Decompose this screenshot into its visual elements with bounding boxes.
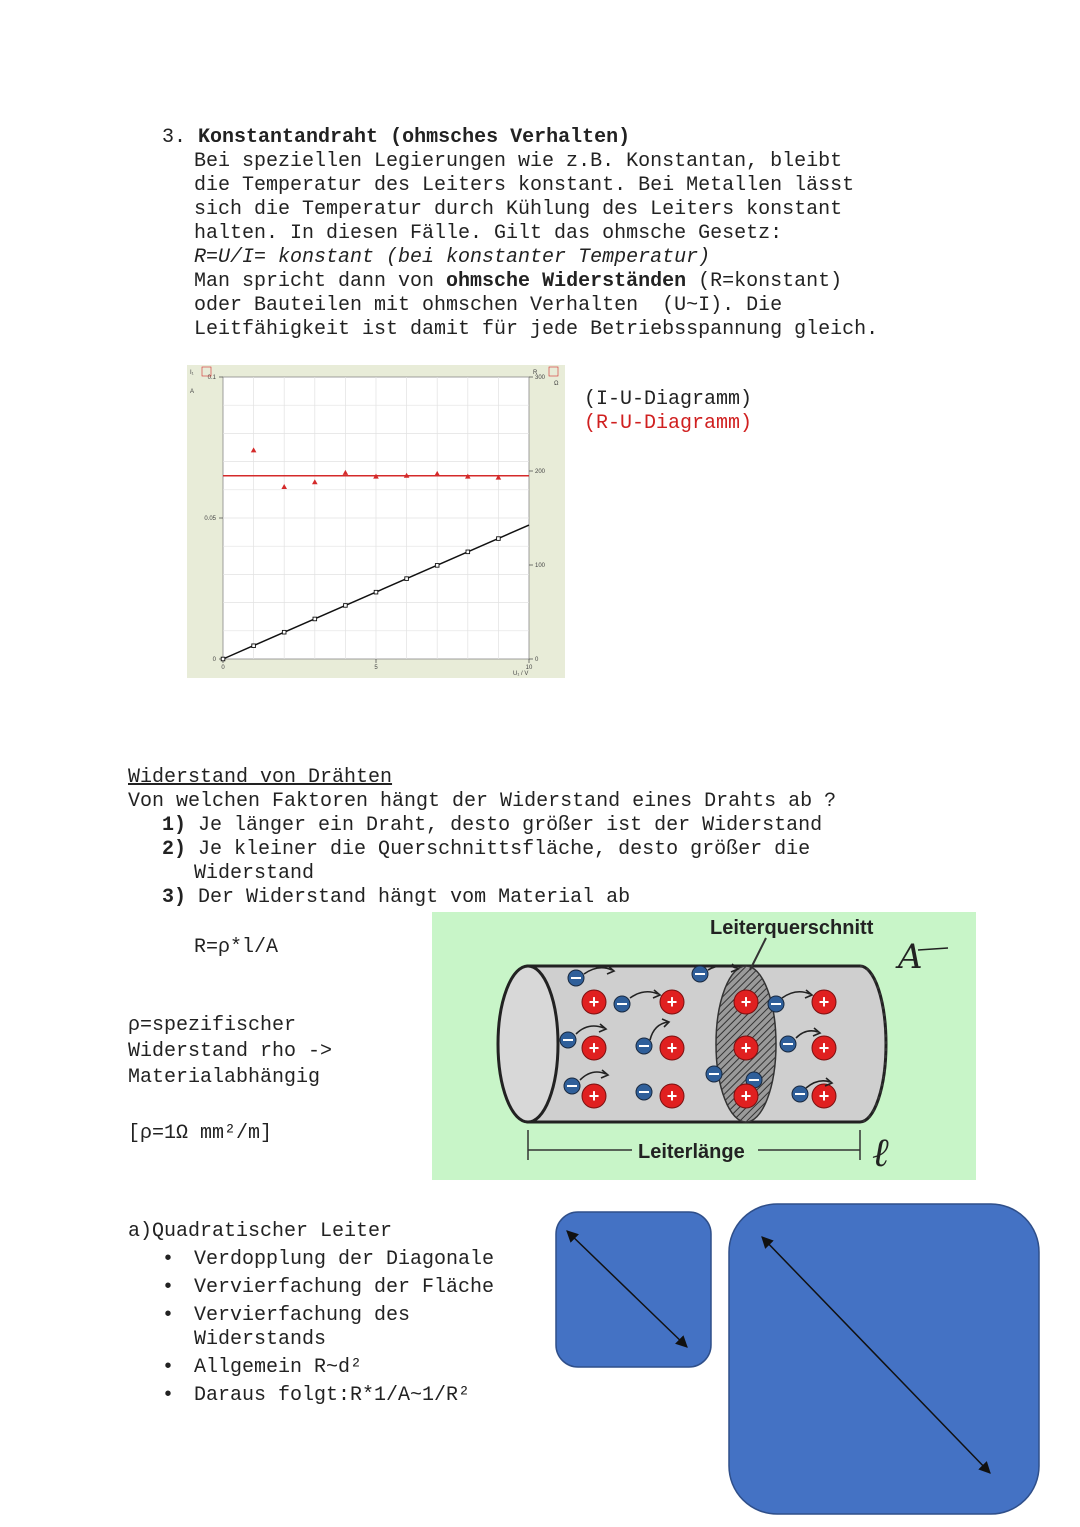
length-label: Leiterlänge: [638, 1141, 745, 1163]
left-axis-tick-label: 0: [212, 657, 216, 663]
bullet-text: Allgemein R~d²: [194, 1356, 363, 1379]
text-span: Man spricht dann von: [194, 270, 447, 293]
cross-section-label: Leiterquerschnitt: [710, 917, 874, 939]
right-axis-tick-label: 300: [535, 375, 546, 381]
list-item: [162, 838, 810, 862]
bullet-dot: •: [162, 1304, 175, 1327]
right-axis-tick-label: 100: [535, 563, 546, 569]
text-line: sich die Temperatur durch Kühlung des Leiters konstant: [194, 198, 843, 221]
bullet-item: [162, 1356, 363, 1380]
square-shape: [556, 1212, 711, 1367]
large-square: [728, 1203, 1041, 1516]
text-line: ρ=spezifischer: [128, 1014, 297, 1037]
left-axis-tick-label: 0.05: [204, 516, 216, 522]
text-line: Materialabhängig: [128, 1066, 321, 1089]
bullet-dot: •: [162, 1276, 175, 1299]
text-line: [194, 270, 842, 294]
rho-description: [128, 1014, 388, 1094]
list-number: 3): [162, 886, 187, 909]
data-point-square: [344, 604, 348, 608]
data-point-square: [221, 657, 225, 661]
text-line: Widerstand rho ->: [128, 1040, 333, 1063]
text-line: Leitfähigkeit ist damit für jede Betriebsspannung gleich.: [194, 318, 879, 341]
small-square: [555, 1211, 712, 1368]
section-3: [162, 126, 962, 346]
text-line: oder Bauteilen mit ohmschen Verhalten (U~I). Die: [194, 294, 783, 317]
x-axis-tick-label: 0: [221, 665, 225, 671]
plus-sign: +: [588, 1086, 600, 1106]
plus-sign: +: [588, 1038, 600, 1058]
list-text: Je kleiner die Querschnittsfläche, desto größer die: [198, 838, 811, 861]
data-point-square: [252, 644, 256, 648]
ohm-formula: R=U/I= konstant (bei konstanter Temperatur): [194, 246, 711, 269]
plus-sign: +: [740, 992, 752, 1012]
square-heading: a)Quadratischer Leiter: [128, 1220, 393, 1243]
chart-legend: [584, 388, 784, 438]
text-span: (R=konstant): [686, 270, 843, 293]
plus-sign: +: [666, 1086, 678, 1106]
ohmic-resistors-term: ohmsche Widerständen: [446, 270, 687, 293]
data-point-square: [405, 577, 409, 581]
bullet-text-cont: Widerstands: [194, 1328, 327, 1351]
data-point-square: [282, 630, 286, 634]
bullet-text: Daraus folgt:R*1/A~1/R²: [194, 1384, 471, 1407]
section-number: 3.: [162, 126, 187, 149]
bullet-item: [162, 1248, 495, 1272]
plus-sign: +: [588, 992, 600, 1012]
plus-sign: +: [818, 1038, 830, 1058]
data-point-square: [466, 550, 470, 554]
x-axis-tick-label: 5: [374, 665, 378, 671]
bullet-dot: •: [162, 1356, 175, 1379]
data-point-square: [313, 617, 317, 621]
data-point-square: [497, 537, 501, 541]
bullet-text: Vervierfachung des: [194, 1304, 411, 1327]
list-number: 2): [162, 838, 187, 861]
data-point-square: [374, 590, 378, 594]
section-3-heading: [162, 126, 630, 150]
wire-heading: Widerstand von Drähten: [128, 766, 393, 789]
plus-sign: +: [818, 992, 830, 1012]
bullet-item: [162, 1276, 495, 1300]
wire-section: [128, 766, 928, 916]
legend-ru: (R-U-Diagramm): [584, 412, 753, 435]
bullet-item: [162, 1304, 411, 1328]
text-line: halten. In diesen Fälle. Gilt das ohmsche Gesetz:: [194, 222, 783, 245]
x-axis-label: U₁ / V: [513, 671, 529, 677]
list-text: Je länger ein Draht, desto größer ist der Widerstand: [198, 814, 823, 837]
plus-sign: +: [818, 1086, 830, 1106]
bullet-dot: •: [162, 1248, 175, 1271]
list-text: Der Widerstand hängt vom Material ab: [198, 886, 631, 909]
rho-unit: [ρ=1Ω mm²/m]: [128, 1122, 273, 1145]
iu-ru-chart: [187, 365, 565, 678]
plus-sign: +: [740, 1086, 752, 1106]
square-section: [128, 1220, 548, 1420]
right-axis-tick-label: 200: [535, 469, 546, 475]
conductor-figure: [432, 912, 976, 1180]
bullet-text: Vervierfachung der Fläche: [194, 1276, 495, 1299]
right-axis-label: R: [533, 370, 538, 376]
data-point-square: [435, 564, 439, 568]
left-axis-unit: A: [190, 389, 195, 395]
text-line: die Temperatur des Leiters konstant. Bei Metallen lässt: [194, 174, 855, 197]
bullet-item: [162, 1384, 471, 1408]
left-axis-tick-label: 0.1: [207, 375, 216, 381]
plus-sign: +: [666, 1038, 678, 1058]
list-item: [162, 886, 630, 910]
plus-sign: +: [666, 992, 678, 1012]
section-title: Konstantandraht (ohmsches Verhalten): [198, 126, 631, 149]
conductor-front-face: [498, 966, 558, 1122]
legend-iu: (I-U-Diagramm): [584, 388, 753, 411]
resistance-formula: R=ρ*l/A: [194, 936, 279, 959]
bullet-text: Verdopplung der Diagonale: [194, 1248, 495, 1271]
symbol-length: ℓ: [872, 1130, 889, 1176]
list-text-cont: Widerstand: [194, 862, 315, 885]
plus-sign: +: [740, 1038, 752, 1058]
wire-question: Von welchen Faktoren hängt der Widerstand eines Drahts ab ?: [128, 790, 837, 813]
symbol-area: A: [898, 937, 923, 977]
x-axis-tick-label: 10: [525, 665, 533, 671]
list-number: 1): [162, 814, 187, 837]
bullet-dot: •: [162, 1384, 175, 1407]
right-axis-tick-label: 0: [535, 657, 539, 663]
right-axis-unit: Ω: [554, 381, 559, 387]
left-axis-label: I₁: [190, 370, 194, 376]
text-line: Bei speziellen Legierungen wie z.B. Konstantan, bleibt: [194, 150, 843, 173]
list-item: [162, 814, 822, 838]
